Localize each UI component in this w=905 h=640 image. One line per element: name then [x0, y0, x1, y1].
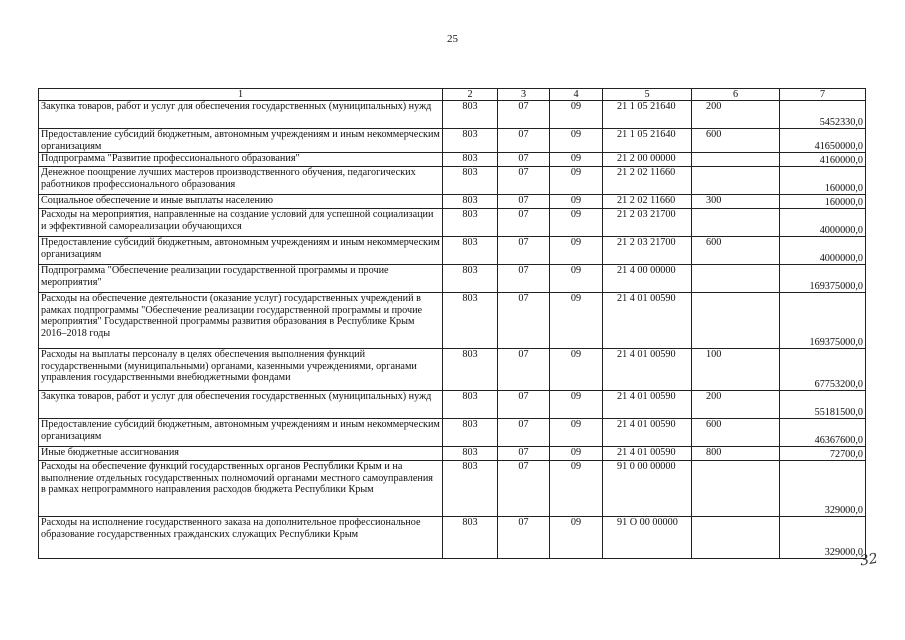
row-c5-cell: 21 4 01 00590 [603, 391, 692, 419]
row-c4-cell: 09 [550, 153, 603, 167]
row-c3-cell: 07 [498, 461, 550, 517]
row-c6-cell [692, 167, 780, 195]
table-row [39, 167, 866, 195]
row-c2-cell: 803 [443, 237, 498, 265]
row-c5-cell: 91 О 00 00000 [603, 517, 692, 559]
table-row [39, 419, 866, 447]
row-c7-cell: 329000,0 [780, 461, 866, 517]
row-c7-cell: 4160000,0 [780, 153, 866, 167]
row-c6-cell: 600 [692, 419, 780, 447]
row-c4-cell: 09 [550, 237, 603, 265]
column-header: 1 [39, 89, 443, 101]
row-c6-cell [692, 461, 780, 517]
row-c5-cell: 21 4 01 00590 [603, 447, 692, 461]
row-name-cell: Предоставление субсидий бюджетным, автономным учреждениям и иным некоммерческим организациям [39, 129, 443, 153]
row-c5-cell: 21 1 05 21640 [603, 129, 692, 153]
row-name-cell: Денежное поощрение лучших мастеров производственного обучения, педагогических работников профессионального образования [39, 167, 443, 195]
table-row [39, 195, 866, 209]
row-c7-cell: 169375000,0 [780, 293, 866, 349]
row-c6-cell: 200 [692, 101, 780, 129]
row-c4-cell: 09 [550, 195, 603, 209]
row-c5-cell: 21 4 01 00590 [603, 293, 692, 349]
row-c2-cell: 803 [443, 153, 498, 167]
table-row [39, 293, 866, 349]
row-c3-cell: 07 [498, 265, 550, 293]
row-c6-cell: 100 [692, 349, 780, 391]
row-name-cell: Иные бюджетные ассигнования [39, 447, 443, 461]
row-c6-cell: 600 [692, 237, 780, 265]
row-c2-cell: 803 [443, 293, 498, 349]
row-c6-cell: 300 [692, 195, 780, 209]
row-c2-cell: 803 [443, 167, 498, 195]
row-c7-cell: 160000,0 [780, 195, 866, 209]
row-c2-cell: 803 [443, 517, 498, 559]
row-c4-cell: 09 [550, 447, 603, 461]
row-c5-cell: 21 1 05 21640 [603, 101, 692, 129]
row-c4-cell: 09 [550, 349, 603, 391]
row-c3-cell: 07 [498, 209, 550, 237]
column-header: 7 [780, 89, 866, 101]
row-c3-cell: 07 [498, 153, 550, 167]
row-c3-cell: 07 [498, 349, 550, 391]
table-row [39, 101, 866, 129]
table-row [39, 237, 866, 265]
row-c4-cell: 09 [550, 209, 603, 237]
row-c3-cell: 07 [498, 293, 550, 349]
table-row [39, 153, 866, 167]
row-c6-cell [692, 517, 780, 559]
row-c4-cell: 09 [550, 101, 603, 129]
row-c7-cell: 329000,0 [780, 517, 866, 559]
row-c7-cell: 4000000,0 [780, 237, 866, 265]
table-row [39, 447, 866, 461]
row-c6-cell [692, 209, 780, 237]
row-c6-cell: 600 [692, 129, 780, 153]
row-c2-cell: 803 [443, 129, 498, 153]
row-c3-cell: 07 [498, 167, 550, 195]
table-row [39, 517, 866, 559]
row-c3-cell: 07 [498, 129, 550, 153]
row-c2-cell: 803 [443, 391, 498, 419]
column-header: 2 [443, 89, 498, 101]
row-c7-cell: 67753200,0 [780, 349, 866, 391]
row-c4-cell: 09 [550, 167, 603, 195]
row-name-cell: Расходы на мероприятия, направленные на создание условий для успешной социализации и эффективной самореализации обучающихся [39, 209, 443, 237]
row-c4-cell: 09 [550, 419, 603, 447]
row-c4-cell: 09 [550, 517, 603, 559]
row-c5-cell: 21 2 02 11660 [603, 167, 692, 195]
row-c7-cell: 55181500,0 [780, 391, 866, 419]
row-c5-cell: 21 4 01 00590 [603, 349, 692, 391]
row-c3-cell: 07 [498, 447, 550, 461]
row-c6-cell: 200 [692, 391, 780, 419]
row-c2-cell: 803 [443, 101, 498, 129]
row-c5-cell: 21 4 00 00000 [603, 265, 692, 293]
row-c2-cell: 803 [443, 349, 498, 391]
row-c3-cell: 07 [498, 419, 550, 447]
handwritten-page-mark: 32 [858, 550, 880, 570]
table-row [39, 129, 866, 153]
row-c5-cell: 21 2 00 00000 [603, 153, 692, 167]
row-c3-cell: 07 [498, 195, 550, 209]
column-header: 6 [692, 89, 780, 101]
row-c7-cell: 46367600,0 [780, 419, 866, 447]
row-c2-cell: 803 [443, 461, 498, 517]
row-c7-cell: 160000,0 [780, 167, 866, 195]
row-c5-cell: 21 2 03 21700 [603, 209, 692, 237]
row-c5-cell: 91 0 00 00000 [603, 461, 692, 517]
row-c7-cell: 4000000,0 [780, 209, 866, 237]
row-c4-cell: 09 [550, 391, 603, 419]
budget-table [38, 88, 866, 559]
row-c5-cell: 21 2 03 21700 [603, 237, 692, 265]
row-c2-cell: 803 [443, 209, 498, 237]
row-c4-cell: 09 [550, 461, 603, 517]
header-row [39, 89, 866, 101]
table-row [39, 391, 866, 419]
row-c6-cell [692, 293, 780, 349]
row-name-cell: Подпрограмма "Обеспечение реализации государственной программы и прочие мероприятия" [39, 265, 443, 293]
row-c6-cell: 800 [692, 447, 780, 461]
row-c4-cell: 09 [550, 129, 603, 153]
row-c7-cell: 72700,0 [780, 447, 866, 461]
row-name-cell: Расходы на обеспечение деятельности (оказание услуг) государственных учреждений в рамках подпрограммы "Обеспечение реализации государственной программы и прочие мероприятия" Государственной программы развития образования в Республике Крым 2016–2018 годы [39, 293, 443, 349]
row-name-cell: Закупка товаров, работ и услуг для обеспечения государственных (муниципальных) нужд [39, 391, 443, 419]
row-c2-cell: 803 [443, 447, 498, 461]
row-c5-cell: 21 4 01 00590 [603, 419, 692, 447]
row-name-cell: Социальное обеспечение и иные выплаты населению [39, 195, 443, 209]
table-row [39, 349, 866, 391]
row-c3-cell: 07 [498, 101, 550, 129]
page-number: 25 [447, 33, 458, 45]
row-c5-cell: 21 2 02 11660 [603, 195, 692, 209]
row-c6-cell [692, 153, 780, 167]
row-c7-cell: 41650000,0 [780, 129, 866, 153]
row-name-cell: Закупка товаров, работ и услуг для обеспечения государственных (муниципальных) нужд [39, 101, 443, 129]
row-name-cell: Предоставление субсидий бюджетным, автономным учреждениям и иным некоммерческим организациям [39, 419, 443, 447]
row-c7-cell: 5452330,0 [780, 101, 866, 129]
row-c7-cell: 169375000,0 [780, 265, 866, 293]
row-c2-cell: 803 [443, 419, 498, 447]
column-header: 3 [498, 89, 550, 101]
row-name-cell: Подпрограмма "Развитие профессионального образования" [39, 153, 443, 167]
row-c3-cell: 07 [498, 237, 550, 265]
column-header: 5 [603, 89, 692, 101]
row-name-cell: Расходы на обеспечение функций государственных органов Республики Крым и на выполнение отдельных государственных полномочий органами местного самоуправления в рамках непрограммного направления расходов бюджета Республики Крым [39, 461, 443, 517]
row-c2-cell: 803 [443, 265, 498, 293]
column-header: 4 [550, 89, 603, 101]
row-c2-cell: 803 [443, 195, 498, 209]
row-c3-cell: 07 [498, 517, 550, 559]
table-row [39, 265, 866, 293]
row-name-cell: Предоставление субсидий бюджетным, автономным учреждениям и иным некоммерческим организациям [39, 237, 443, 265]
row-c4-cell: 09 [550, 265, 603, 293]
row-c6-cell [692, 265, 780, 293]
row-c3-cell: 07 [498, 391, 550, 419]
table-row [39, 209, 866, 237]
row-c4-cell: 09 [550, 293, 603, 349]
row-name-cell: Расходы на исполнение государственного заказа на дополнительное профессиональное образование государственных гражданских служащих Республики Крым [39, 517, 443, 559]
table-row [39, 461, 866, 517]
row-name-cell: Расходы на выплаты персоналу в целях обеспечения выполнения функций государственными (муниципальными) органами, казенными учреждениями, органами управления государственными внебюджетными фондами [39, 349, 443, 391]
